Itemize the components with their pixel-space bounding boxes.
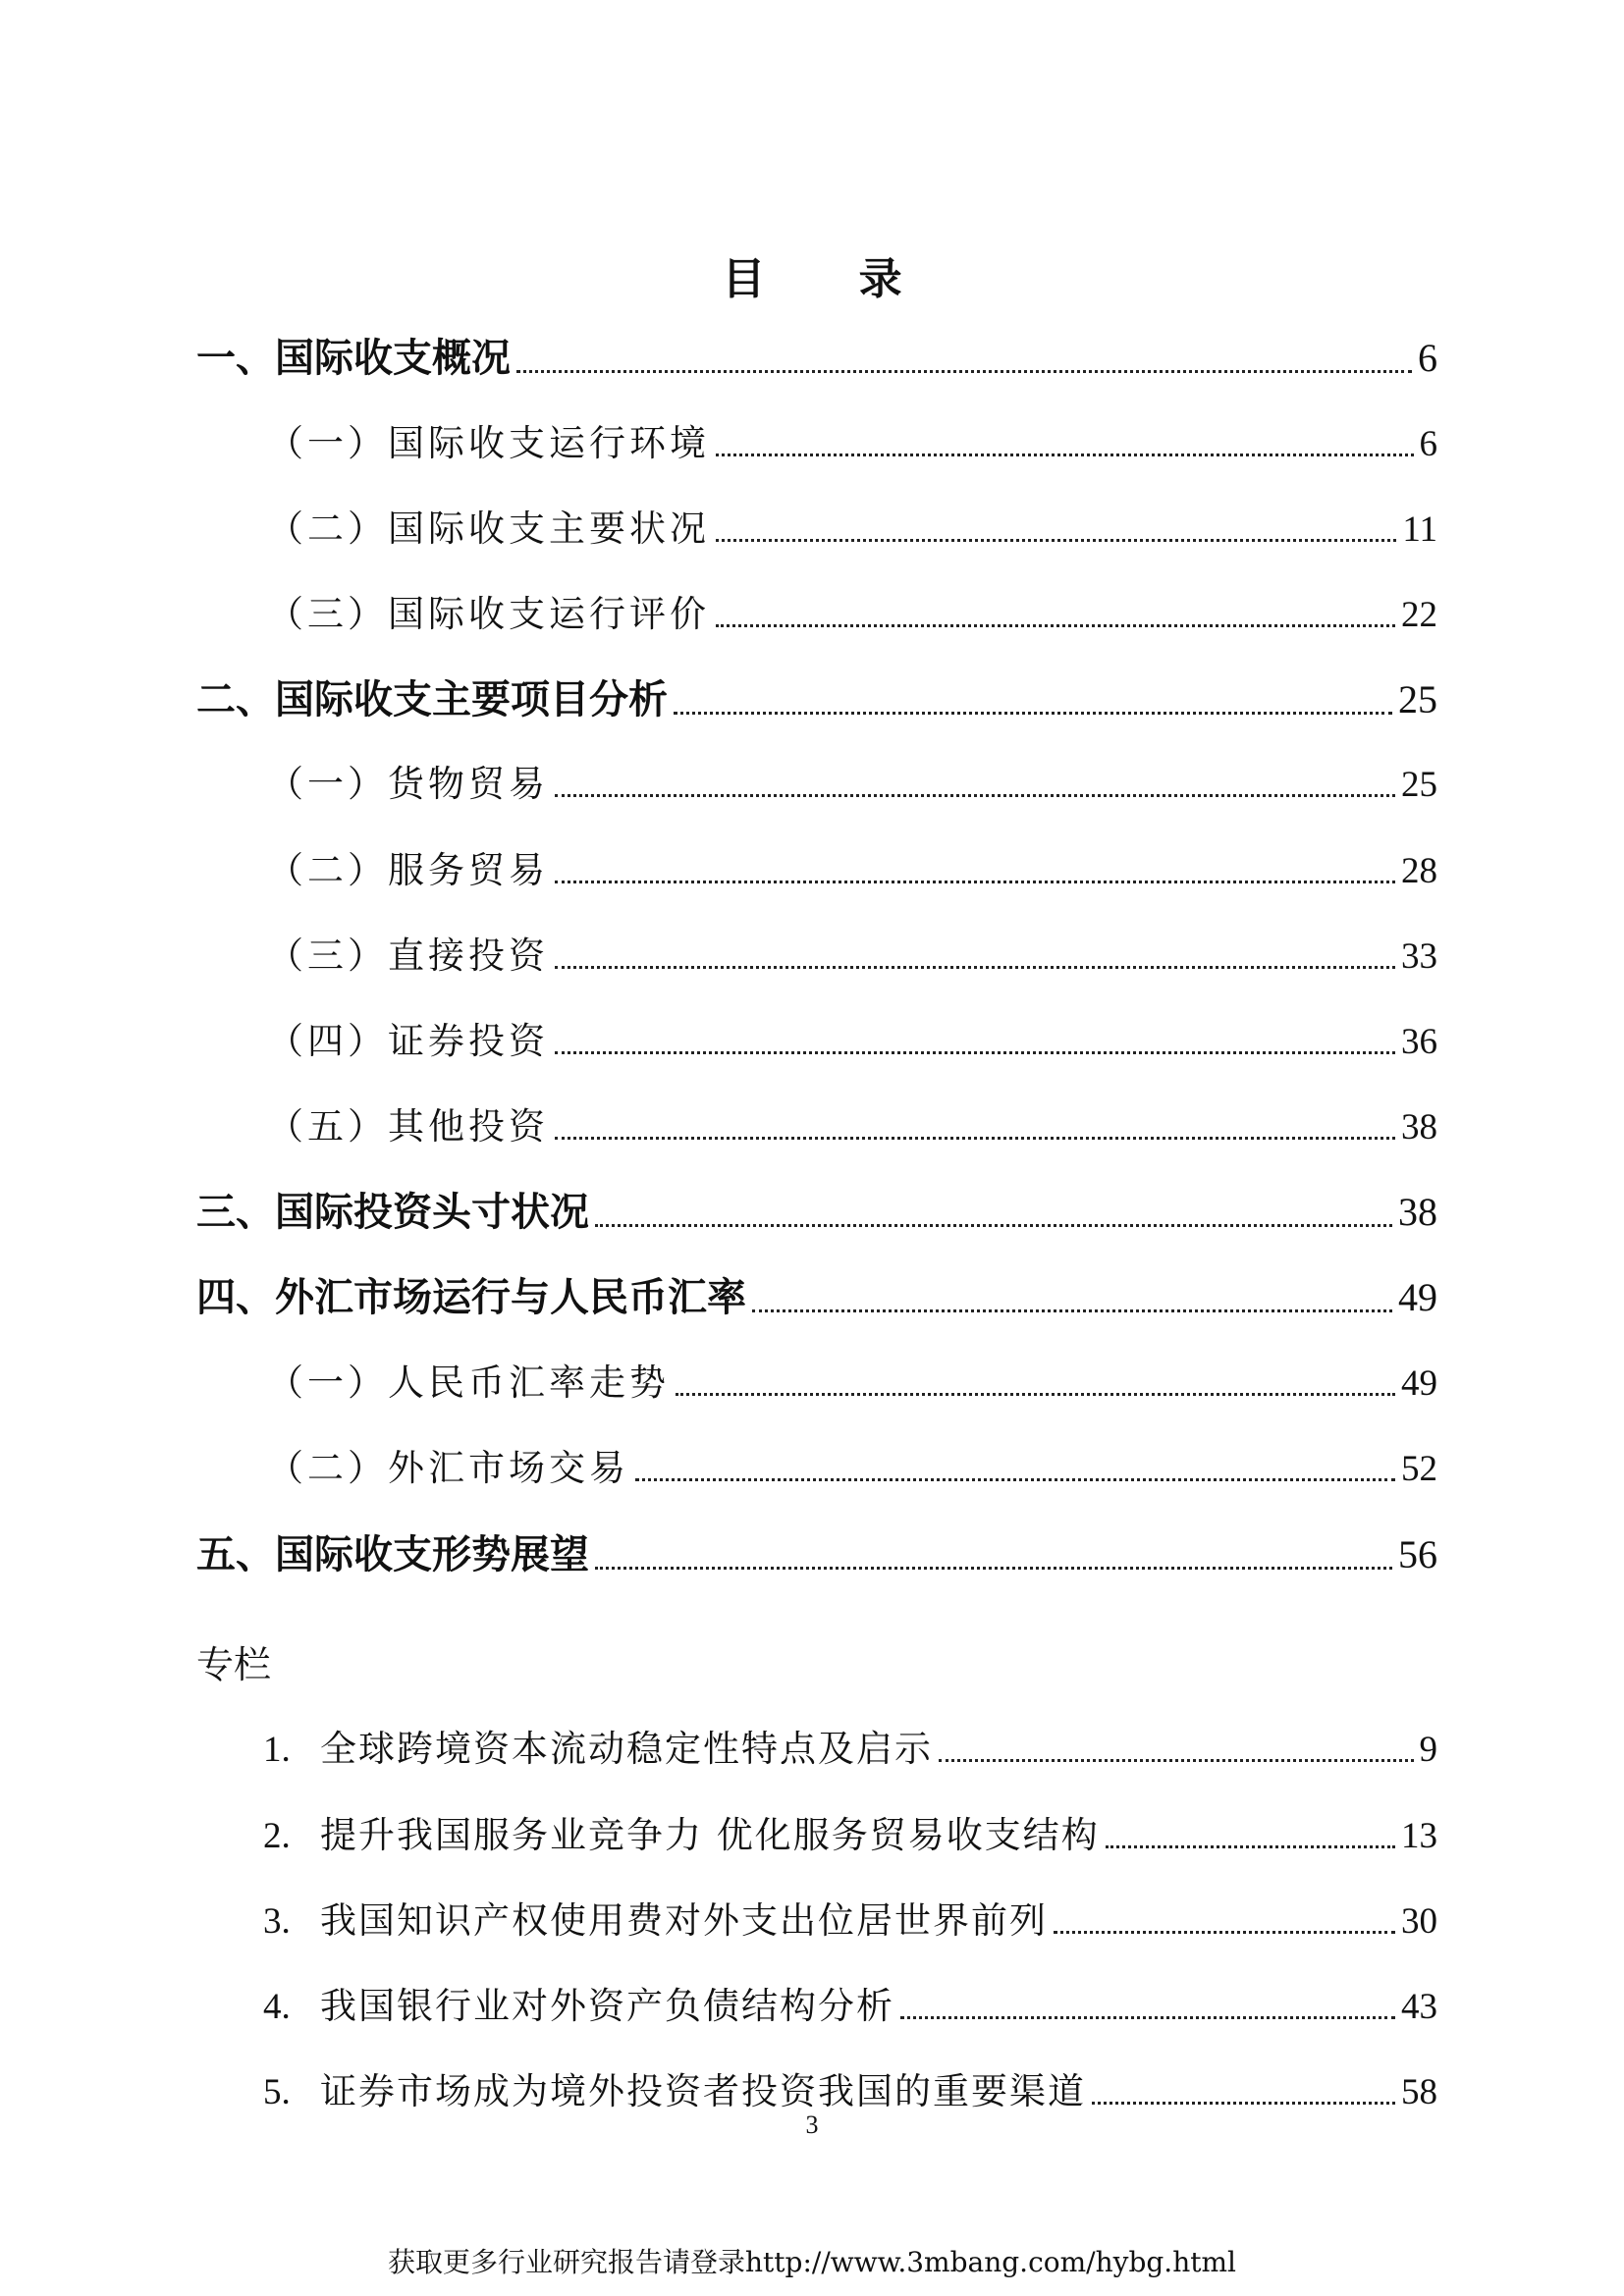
toc-entry-page: 25 <box>1401 765 1437 805</box>
leader-dots <box>595 1566 1392 1570</box>
toc-entry-section-3[interactable] <box>196 1181 1437 1237</box>
column-entry-label: 我国银行业对外资产负债结构分析 <box>320 1985 894 2027</box>
toc-entry-page: 25 <box>1398 677 1437 721</box>
toc-entry-page: 38 <box>1401 1107 1437 1148</box>
toc-entry-section-4[interactable] <box>196 1266 1437 1322</box>
column-entry-number: 4. <box>263 1987 291 2027</box>
toc-entry-section-4-1[interactable] <box>267 1353 1437 1406</box>
toc-entry-section-2-1[interactable] <box>267 754 1437 807</box>
toc-entry-label: 五、国际收支形势展望 <box>196 1532 589 1577</box>
toc-entry-label: （二）外汇市场交易 <box>267 1447 629 1489</box>
toc-entry-label: （三）直接投资 <box>267 934 549 977</box>
toc-entry-page: 56 <box>1398 1532 1437 1576</box>
leader-dots <box>674 711 1392 715</box>
column-entry-number: 3. <box>263 1901 291 1942</box>
column-entry-label: 我国知识产权使用费对外支出位居世界前列 <box>320 1899 1048 1942</box>
column-entry-page: 9 <box>1419 1730 1437 1770</box>
toc-entry-section-1[interactable] <box>196 327 1437 383</box>
toc-entry-label: （四）证券投资 <box>267 1020 549 1062</box>
page-number: 3 <box>805 2110 819 2139</box>
toc-entry-label: 二、国际收支主要项目分析 <box>196 677 668 722</box>
leader-dots <box>716 453 1414 456</box>
column-entry-number: 5. <box>263 2072 291 2112</box>
column-entry-4[interactable] <box>263 1976 1437 2029</box>
toc-entry-page: 22 <box>1401 595 1437 635</box>
toc-title: 目 录 <box>722 254 942 304</box>
leader-dots <box>1106 1844 1395 1848</box>
toc-entry-label: （二）服务贸易 <box>267 849 549 891</box>
toc-entry-section-2-4[interactable] <box>267 1011 1437 1064</box>
toc-entry-label: （三）国际收支运行评价 <box>267 593 710 635</box>
leader-dots <box>555 793 1395 797</box>
toc-entry-page: 6 <box>1419 424 1437 464</box>
leader-dots <box>516 369 1412 373</box>
toc-entry-page: 6 <box>1418 336 1437 380</box>
toc-entry-section-4-2[interactable] <box>267 1438 1437 1491</box>
leader-dots <box>595 1223 1392 1227</box>
leader-dots <box>676 1392 1395 1396</box>
toc-entry-page: 49 <box>1401 1363 1437 1404</box>
columns-heading: 专栏 <box>196 1643 272 1686</box>
toc-entry-page: 33 <box>1401 936 1437 977</box>
toc-entry-label: （五）其他投资 <box>267 1105 549 1148</box>
toc-entry-label: （一）货物贸易 <box>267 763 549 805</box>
column-entry-2[interactable] <box>263 1805 1437 1858</box>
leader-dots <box>555 1136 1395 1140</box>
leader-dots <box>555 880 1395 883</box>
toc-entry-page: 28 <box>1401 851 1437 891</box>
column-entry-number: 2. <box>263 1816 291 1856</box>
column-entry-3[interactable] <box>263 1891 1437 1944</box>
leader-dots <box>1054 1930 1395 1934</box>
column-entry-label: 提升我国服务业竞争力 优化服务贸易收支结构 <box>320 1814 1100 1856</box>
toc-entry-label: 一、国际收支概况 <box>196 336 511 381</box>
leader-dots <box>555 965 1395 969</box>
leader-dots <box>555 1050 1395 1054</box>
leader-dots <box>1092 2101 1395 2105</box>
column-entry-1[interactable] <box>263 1719 1437 1772</box>
leader-dots <box>635 1477 1395 1481</box>
toc-entry-section-2-2[interactable] <box>267 840 1437 893</box>
toc-entry-section-1-3[interactable] <box>267 584 1437 637</box>
toc-entry-section-2-5[interactable] <box>267 1096 1437 1149</box>
column-entry-5[interactable] <box>263 2061 1437 2114</box>
footer-link[interactable]: 获取更多行业研究报告请登录http://www.3mbang.com/hybg.html <box>388 2246 1236 2278</box>
column-entry-page: 13 <box>1401 1816 1437 1856</box>
column-entry-page: 30 <box>1401 1901 1437 1942</box>
toc-entry-label: 四、外汇市场运行与人民币汇率 <box>196 1275 746 1320</box>
toc-entry-label: （一）国际收支运行环境 <box>267 422 710 464</box>
toc-entry-page: 11 <box>1402 509 1437 550</box>
toc-entry-section-1-1[interactable] <box>267 413 1437 466</box>
leader-dots <box>939 1758 1414 1762</box>
toc-entry-label: （一）人民币汇率走势 <box>267 1362 670 1404</box>
leader-dots <box>716 623 1395 627</box>
toc-entry-section-2-3[interactable] <box>267 926 1437 979</box>
leader-dots <box>900 2015 1395 2019</box>
leader-dots <box>752 1308 1392 1312</box>
toc-entry-section-5[interactable] <box>196 1523 1437 1579</box>
toc-entry-section-1-2[interactable] <box>267 499 1437 552</box>
toc-entry-section-2[interactable] <box>196 668 1437 724</box>
leader-dots <box>716 538 1396 542</box>
toc-entry-label: 三、国际投资头寸状况 <box>196 1190 589 1235</box>
column-entry-label: 证券市场成为境外投资者投资我国的重要渠道 <box>320 2070 1086 2112</box>
column-entry-number: 1. <box>263 1730 291 1770</box>
column-entry-page: 43 <box>1401 1987 1437 2027</box>
toc-entry-label: （二）国际收支主要状况 <box>267 507 710 550</box>
column-entry-label: 全球跨境资本流动稳定性特点及启示 <box>320 1728 933 1770</box>
toc-entry-page: 38 <box>1398 1190 1437 1234</box>
toc-entry-page: 36 <box>1401 1022 1437 1062</box>
toc-entry-page: 49 <box>1398 1275 1437 1319</box>
toc-entry-page: 52 <box>1401 1449 1437 1489</box>
column-entry-page: 58 <box>1401 2072 1437 2112</box>
